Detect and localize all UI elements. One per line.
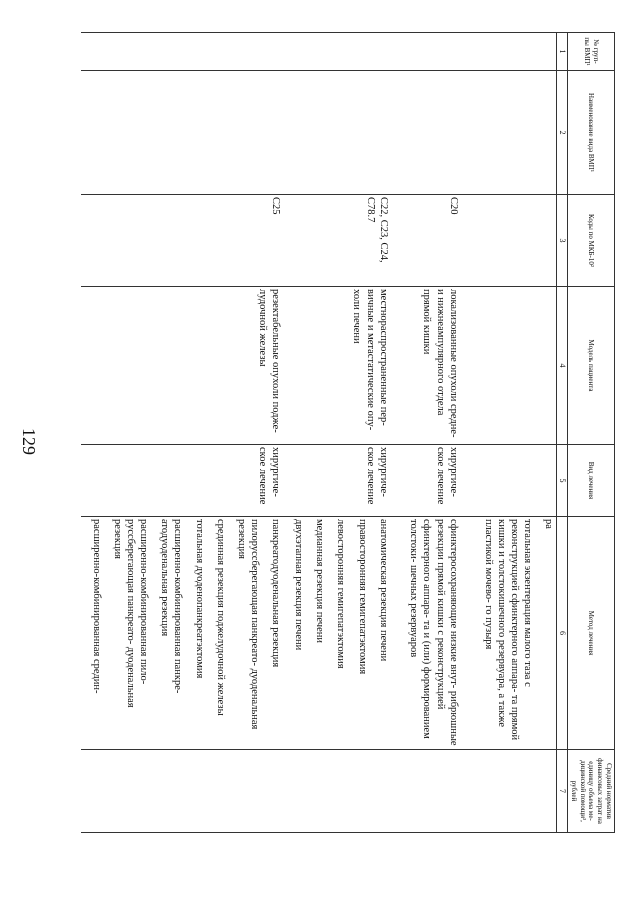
- cost-cell: [283, 750, 391, 833]
- treatment-type-cell: [461, 445, 557, 517]
- group-number-cell: [283, 33, 391, 71]
- method-item: анатомическая резекция печени: [377, 519, 389, 662]
- method-item: срединная резекция поджелудочной железы: [214, 519, 226, 716]
- treatment-method-cell: [391, 517, 461, 750]
- column-number: 7: [557, 750, 568, 833]
- group-number-cell: [391, 33, 461, 71]
- header-group-number: № груп- пы ВМП¹: [568, 33, 615, 71]
- method-item: пилоруссберегающая панкреато- дуоденальная резекция: [235, 519, 260, 730]
- patient-model-cell: резектабельные опухоли подже- лудочной железы: [81, 287, 283, 445]
- method-item: медианная резекция печени: [314, 519, 326, 643]
- method-item: тотальная дуоденопанкреатэктомия: [193, 519, 205, 679]
- treatment-type-cell: хирургиче- ское лечение: [81, 445, 283, 517]
- column-number: 6: [557, 517, 568, 750]
- patient-model-cell: [461, 287, 557, 445]
- icd-code-cell: C20: [391, 195, 461, 287]
- cost-cell: [391, 750, 461, 833]
- treatment-type-cell: хирургиче- ское лечение: [283, 445, 391, 517]
- header-cost-norm: Средний норматив финансовых затрат на единицу объема ме- дицинской помощи³, рублей: [568, 750, 615, 833]
- method-item: расширенно-комбинированная средин-: [90, 519, 102, 694]
- method-item: панкреатодуоденальная резекция: [270, 519, 282, 668]
- cost-cell: [81, 750, 283, 833]
- icd-code-cell: [461, 195, 557, 287]
- icd-code-cell: C22, C23, C24, C78.7: [283, 195, 391, 287]
- column-number: 3: [557, 195, 568, 287]
- patient-model-cell: локализованные опухоли средне- и нижнеампулярного отдела прямой кишки: [391, 287, 461, 445]
- table-row: [391, 33, 461, 833]
- group-number-cell: [81, 33, 283, 71]
- method-item: расширенно-комбинированная панкре- атодуоденальная резекция: [159, 519, 184, 694]
- vmp-name-cell: [391, 71, 461, 195]
- header-icd-codes: Коды по МКБ-10²: [568, 195, 615, 287]
- header-treatment-method: Метод лечения: [568, 517, 615, 750]
- page-number: 129: [19, 428, 39, 455]
- table-row: [81, 33, 283, 833]
- group-number-cell: [461, 33, 557, 71]
- header-treatment-type: Вид лечения: [568, 445, 615, 517]
- cost-cell: [461, 750, 557, 833]
- column-number-row: [557, 33, 568, 833]
- vmp-name-cell: [81, 71, 283, 195]
- treatment-table: [81, 32, 615, 833]
- method-item: тотальная экзентерация малого таза с реконструкцией сфинктерного аппара- та прямой кишки и толстокишечного резервуара, а также пластикой мочево- го пузыря: [482, 519, 534, 741]
- column-number: 1: [557, 33, 568, 71]
- table-row: [283, 33, 391, 833]
- treatment-method-cell: [461, 517, 557, 750]
- treatment-method-cell: [81, 517, 283, 750]
- header-patient-model: Модель пациента: [568, 287, 615, 445]
- treatment-type-cell: хирургиче- ское лечение: [391, 445, 461, 517]
- column-number: 4: [557, 287, 568, 445]
- rotated-table-container: [90, 32, 615, 832]
- method-item: ра: [543, 519, 555, 529]
- treatment-method-cell: [283, 517, 391, 750]
- vmp-name-cell: [283, 71, 391, 195]
- method-item: расширенно-комбинированная пило- руссберегающая панкреато- дуоденальная резекция: [112, 519, 150, 708]
- header-row: [568, 33, 615, 833]
- patient-model-cell: местнораспространенные пер- вичные и метастатические опу- холи печени: [283, 287, 391, 445]
- method-item: правосторонняя гемигепатэктомия: [356, 519, 368, 675]
- method-item: двухэтапная резекция печени: [293, 519, 305, 651]
- vmp-name-cell: [461, 71, 557, 195]
- method-item: сфинктеросохраняющие низкие внут- рибрюшные резекции прямой кишки с реконструкцией сфинктерного аппара- та и (или) формированием толстоки- шечных резервуаров: [408, 519, 459, 746]
- method-item: левосторонняя гемигепатэктомия: [335, 519, 347, 669]
- column-number: 2: [557, 71, 568, 195]
- table-row: [461, 33, 557, 833]
- icd-code-cell: C25: [81, 195, 283, 287]
- header-vmp-name: Наименование вида ВМП¹: [568, 71, 615, 195]
- column-number: 5: [557, 445, 568, 517]
